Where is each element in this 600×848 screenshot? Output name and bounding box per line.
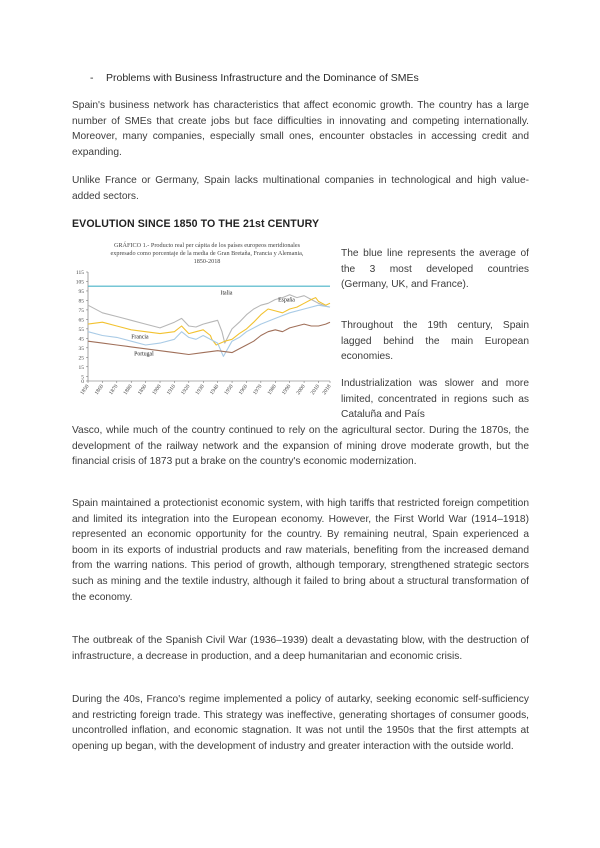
series-annotation: España [278,297,295,304]
x-tick-label: 2018 [321,383,333,397]
x-tick-label: 1880 [122,383,134,397]
x-tick-label: 2000 [295,383,307,397]
y-tick-label: 65 [78,317,84,324]
y-tick-label: 25 [78,355,84,362]
y-tick-label: 95 [78,288,84,295]
chart-title-line: 1850-2018 [193,258,221,265]
y-tick-label: 75 [78,307,84,314]
chart-title-line: expresado como porcentaje de la media de Gran Bretaña, Francia y Alemania, [110,250,304,257]
paragraph-blue-line: The blue line represents the average of the 3 most developed countries (Germany, UK, and France). [341,248,529,291]
y-tick-label: 5 [81,374,84,381]
chart-figure [64,238,336,406]
x-tick-label: 1890 [137,383,149,397]
y-tick-label: 105 [75,279,84,286]
series-line-espana [88,298,330,345]
x-tick-label: 1850 [79,383,91,397]
paragraph-protectionism: Spain maintained a protectionist economic system, with high tariffs that restricted foreign competition and limited its integration into the European economy. However, the First World War (1914–1918) represented an economic opportunity for the country. By remaining neutral, Spain experienced a boom in its exports of industrial products and raw materials, benefiting from the increased demand from the warring nations. This period of growth, although temporary, strengthened strategic sectors such as mining and the textile industry, although it failed to bring about a structural transformation of the economy. [72,498,529,603]
y-tick-label: 15 [78,364,84,371]
paragraph-industrialization: Industrialization was slower and more limited, concentrated in regions such as Cataluña and País [341,378,529,421]
x-tick-label: 1930 [194,383,206,397]
paragraph-19th-century: Throughout the 19th century, Spain lagged behind the main European economies. [341,320,529,363]
line-chart [64,238,336,406]
x-tick-label: 1990 [281,383,293,397]
x-tick-label: 1960 [237,383,250,397]
x-tick-label: 1870 [108,383,120,397]
y-tick-label: 0 [81,379,84,385]
y-tick-label: 85 [78,298,84,305]
y-tick-label: 115 [75,270,84,276]
bullet-dash: - [90,72,94,84]
x-tick-label: 1980 [266,383,278,397]
x-tick-label: 2010 [309,383,322,397]
x-tick-label: 1920 [180,383,192,397]
paragraph-smes: Spain's business network has characteristics that affect economic growth. The country has a large number of SMEs that create jobs but face difficulties in innovating and competing internationally. Moreover, many companies, especially small ones, encounter obstacles in accessing credit and expanding. [72,100,529,158]
x-tick-label: 1910 [165,383,178,397]
paragraph-autarky: During the 40s, Franco's regime implemented a policy of autarky, seeking economic self-sufficiency and restricting foreign trade. This strategy was ineffective, generating shortages of consumer goods, uncontrolled inflation, and economic stagnation. It was not until the 1950s that the first attempts at opening up began, with the development of industry and greater interaction with the outside world. [72,694,529,752]
y-tick-label: 45 [78,336,84,343]
x-tick-label: 1970 [252,383,264,397]
y-tick-label: 55 [78,326,84,333]
x-tick-label: 1860 [93,383,106,397]
series-annotation: Francia [131,334,149,341]
paragraph-multinationals: Unlike France or Germany, Spain lacks multinational companies in technological and high value-added sectors. [72,175,529,202]
section-heading: EVOLUTION SINCE 1850 TO THE 21st CENTURY [72,218,320,230]
paragraph-civil-war: The outbreak of the Spanish Civil War (1936–1939) dealt a devastating blow, with the destruction of infrastructure, a decrease in production, and a deep humanitarian and economic crisis. [72,635,529,662]
paragraph-railway: Vasco, while much of the country continued to rely on the agricultural sector. During the 1870s, the development of the railway network and the expansion of mining drove moderate growth, but the financial crisis of 1873 put a brake on the country's economic modernization. [72,425,529,468]
x-tick-label: 1940 [209,383,221,397]
section-subtitle: Problems with Business Infrastructure and the Dominance of SMEs [106,72,419,84]
chart-title-line: GRÁFICO 1.- Producto real per cápita de los países europeos meridionales [113,242,301,249]
series-annotation: Italia [220,290,233,297]
series-line-francia [88,305,330,356]
y-tick-label: 35 [78,345,84,352]
series-annotation: Portugal [134,351,154,358]
x-tick-label: 1900 [151,383,163,397]
x-tick-label: 1950 [223,383,235,397]
section-bullet [90,72,419,84]
